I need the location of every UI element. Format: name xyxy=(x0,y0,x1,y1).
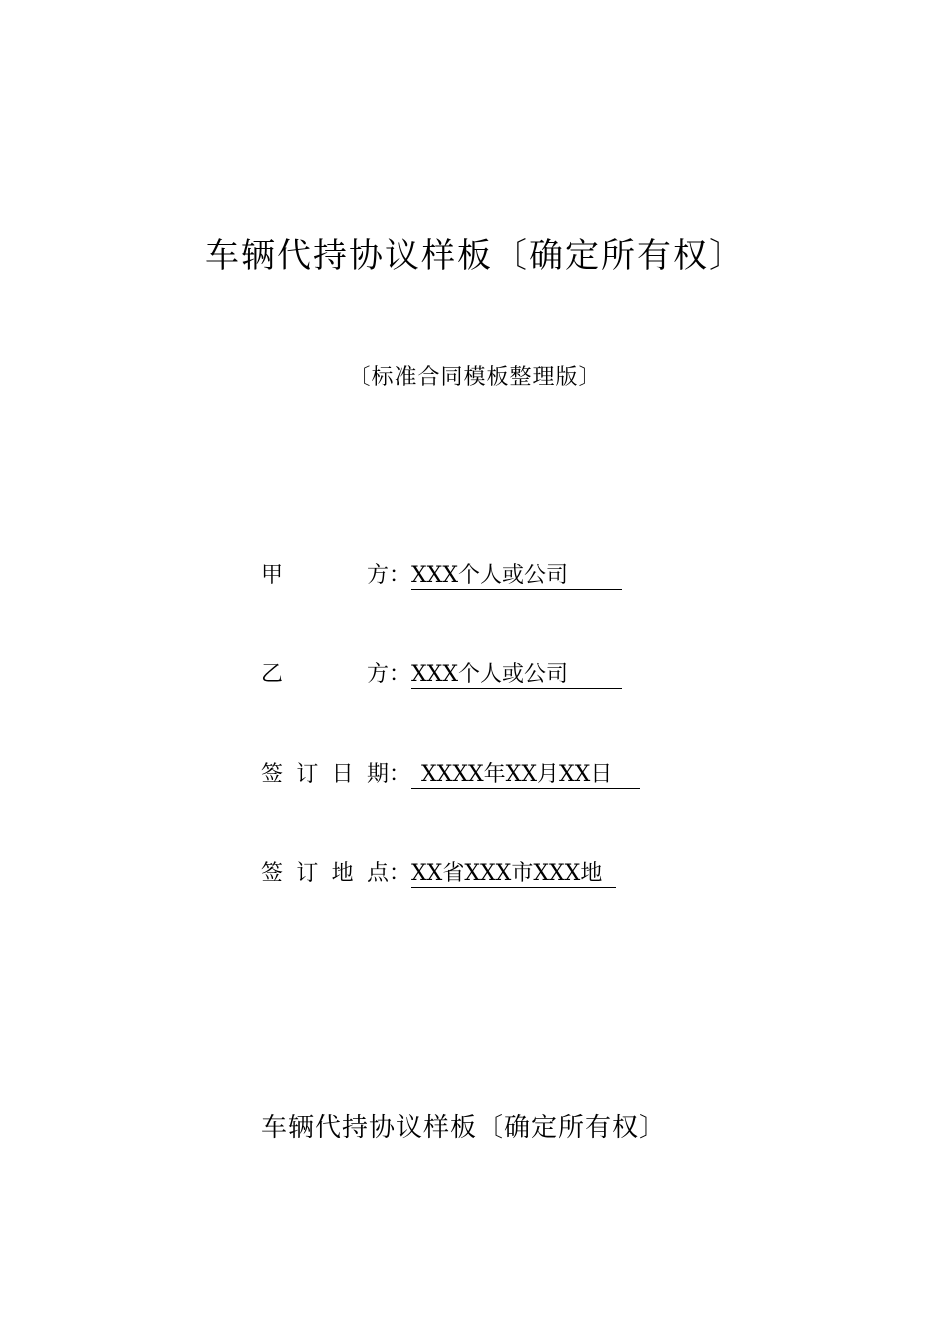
sign-date-label: 签订日期 xyxy=(261,762,389,787)
sign-date-value: XXXX年XX月XX日 xyxy=(411,762,640,789)
sign-place-value: XX省XXX市XXX地 xyxy=(411,861,616,888)
sign-place-label: 签订地点 xyxy=(261,861,389,886)
document-subtitle: 〔标准合同模板整理版〕 xyxy=(348,365,602,390)
party-b-colon: ： xyxy=(389,662,412,687)
party-b-value: XXX个人或公司 xyxy=(411,662,622,689)
sign-date-field xyxy=(261,760,640,790)
sign-date-colon: ： xyxy=(389,762,412,787)
party-b-label: 乙方 xyxy=(261,662,389,687)
party-a-field xyxy=(261,561,622,591)
party-a-colon: ： xyxy=(389,563,412,588)
sign-place-colon: ： xyxy=(389,861,412,886)
sign-place-field xyxy=(261,859,616,889)
document-title: 车辆代持协议样板〔确定所有权〕 xyxy=(205,236,745,276)
party-b-field xyxy=(261,660,622,690)
footer-title: 车辆代持协议样板〔确定所有权〕 xyxy=(261,1113,667,1143)
party-a-label: 甲方 xyxy=(261,563,389,588)
party-a-value: XXX个人或公司 xyxy=(411,563,622,590)
